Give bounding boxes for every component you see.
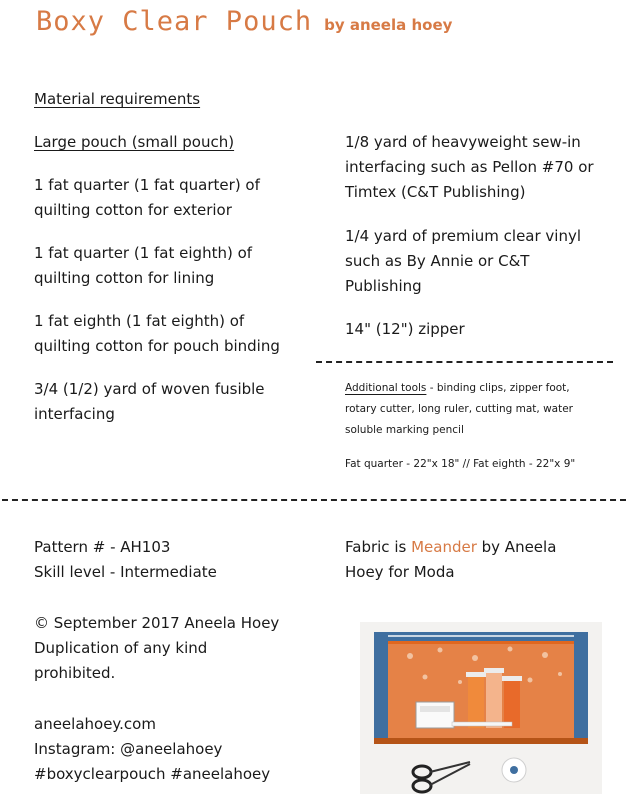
fabric-credit <box>345 535 556 585</box>
website-link[interactable]: aneelahoey.com <box>34 715 156 733</box>
material-line: 1 fat quarter (1 fat quarter) of <box>34 176 260 194</box>
fabric-line2: Hoey for Moda <box>345 563 455 581</box>
material-item <box>345 130 594 205</box>
material-line: quilting cotton for lining <box>34 269 215 287</box>
column-divider <box>316 361 613 363</box>
material-item <box>34 309 280 359</box>
material-line: 1 fat eighth (1 fat eighth) of <box>34 312 245 330</box>
material-line: Publishing <box>345 277 422 295</box>
tools-line: soluble marking pencil <box>345 424 464 436</box>
material-line: interfacing <box>34 405 115 423</box>
material-line: 14" (12") zipper <box>345 320 465 338</box>
pattern-info <box>34 535 217 585</box>
page-header <box>36 6 452 46</box>
material-line: such as By Annie or C&T <box>345 252 530 270</box>
additional-tools <box>345 378 615 441</box>
material-line: quilting cotton for pouch binding <box>34 337 280 355</box>
material-item <box>345 317 465 342</box>
copyright-line: Duplication of any kind <box>34 639 208 657</box>
material-line: interfacing such as Pellon #70 or <box>345 158 594 176</box>
pattern-number: Pattern # - AH103 <box>34 538 171 556</box>
skill-level: Skill level - Intermediate <box>34 563 217 581</box>
material-item <box>34 241 252 291</box>
fabric-suffix: by Aneela <box>476 538 557 556</box>
pouch-photo <box>360 622 602 794</box>
tools-label: Additional tools <box>345 382 427 394</box>
fabric-sizes-note: Fat quarter - 22"x 18" // Fat eighth - 22"x 9" <box>345 458 576 470</box>
pouch-illustration <box>360 622 602 794</box>
fabric-name: Meander <box>411 538 477 556</box>
material-item <box>34 173 260 223</box>
page-byline: by aneela hoey <box>324 16 453 34</box>
material-item <box>34 377 265 427</box>
material-line: quilting cotton for exterior <box>34 201 232 219</box>
material-line: 1/4 yard of premium clear vinyl <box>345 227 582 245</box>
copyright-line: prohibited. <box>34 664 116 682</box>
copyright-block <box>34 611 279 686</box>
tools-line: rotary cutter, long ruler, cutting mat, water <box>345 403 573 415</box>
page-title: Boxy Clear Pouch <box>36 6 313 37</box>
material-line: 1/8 yard of heavyweight sew-in <box>345 133 581 151</box>
material-line: 3/4 (1/2) yard of woven fusible <box>34 380 265 398</box>
material-item <box>345 224 581 299</box>
tools-line: - binding clips, zipper foot, <box>426 382 570 394</box>
fabric-prefix: Fabric is <box>345 538 412 556</box>
material-line: Timtex (C&T Publishing) <box>345 183 526 201</box>
materials-heading: Material requirements <box>34 90 201 108</box>
hashtags: #boxyclearpouch #aneelahoey <box>34 765 271 783</box>
sizes-heading: Large pouch (small pouch) <box>34 133 235 151</box>
contact-block <box>34 712 270 787</box>
section-divider <box>2 499 626 501</box>
material-line: 1 fat quarter (1 fat eighth) of <box>34 244 253 262</box>
instagram-handle[interactable]: Instagram: @aneelahoey <box>34 740 223 758</box>
copyright-line: © September 2017 Aneela Hoey <box>34 614 280 632</box>
